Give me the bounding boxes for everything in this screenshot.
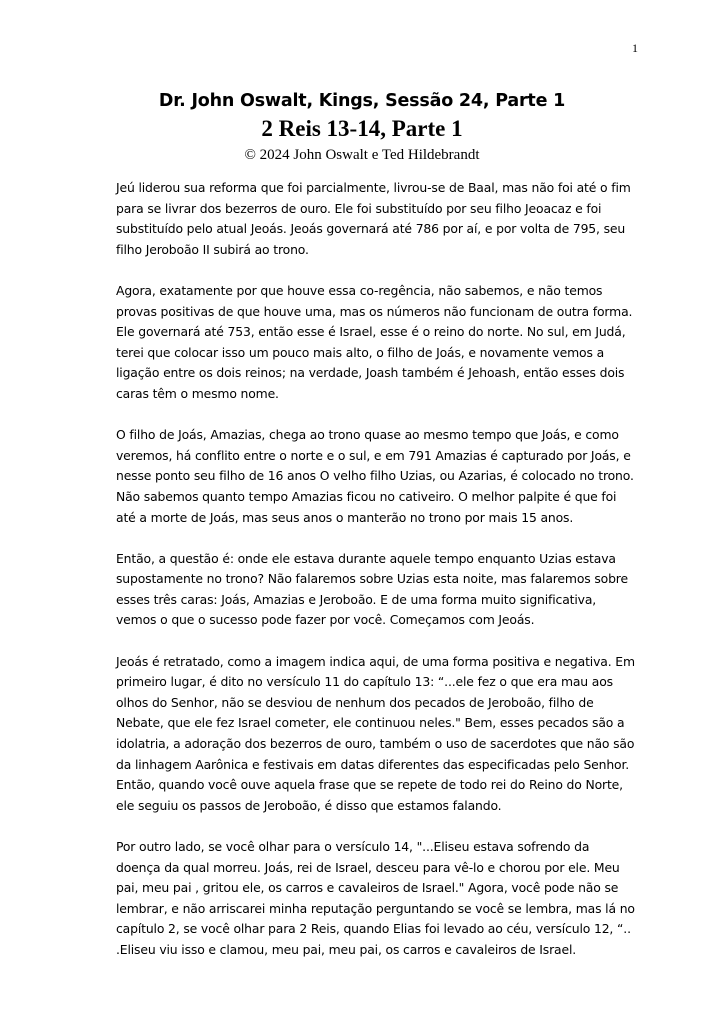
copyright-line: © 2024 John Oswalt e Ted Hildebrandt [244,147,480,163]
document-subtitle: 2 Reis 13-14, Parte 1 [261,116,463,141]
paragraph-1: Jeú liderou sua reforma que foi parcialmente, livrou-se de Baal, mas não foi até o fim para se livrar dos bezerros de ouro. Ele foi substituído por seu filho Jeoacaz e foi substituído pelo atual Jeoás. Jeoás governará até 786 por aí, e por volta de 795, seu filho Jeroboão II subirá ao trono. [116,180,631,257]
paragraph-4: Então, a questão é: onde ele estava durante aquele tempo enquanto Uzias estava supostamente no trono? Não falaremos sobre Uzias esta noite, mas falaremos sobre esses três caras: Joás, Amazias e Jeroboão. E de uma forma muito significativa, vemos o que o sucesso pode fazer por você. Começamos com Jeoás. [116,550,628,628]
page-number: 1 [632,41,638,55]
body-text [116,178,636,981]
paragraph-6: Por outro lado, se você olhar para o versículo 14, "...Eliseu estava sofrendo da doença da qual morreu. Joás, rei de Israel, desceu para vê-lo e chorou por ele. Meu pai, meu pai , gritou ele, os carros e cavaleiros de Israel." Agora, você pode não se lembrar, e não arriscarei minha reputação perguntando se você se lembra, mas lá no capítulo 2, se você olhar para 2 Reis, quando Elias foi levado ao céu, versículo 12, “.. .Eliseu viu isso e clamou, meu pai, meu pai, os carros e cavaleiros de Israel. [116,839,635,957]
paragraph-5: Jeoás é retratado, como a imagem indica aqui, de uma forma positiva e negativa. Em primeiro lugar, é dito no versículo 11 do capítulo 13: “...ele fez o que era mau aos olhos do Senhor, não se desviou de nenhum dos pecados de Jeroboão, filho de Nebate, que ele fez Israel cometer, ele continuou neles." Bem, esses pecados são a idolatria, a adoração dos bezerros de ouro, também o uso de sacerdotes que não são da linhagem Aarônica e festivais em datas diferentes das especificadas pelo Senhor. Então, quando você ouve aquela frase que se repete de todo rei do Reino do Norte, ele seguiu os passos de Jeroboão, é disso que estamos falando. [116,653,635,813]
document-title: Dr. John Oswalt, Kings, Sessão 24, Parte 1 [158,91,566,111]
paragraph-3: O filho de Joás, Amazias, chega ao trono quase ao mesmo tempo que Joás, e como veremos, há conflito entre o norte e o sul, e em 791 Amazias é capturado por Joás, e nesse ponto seu filho de 16 anos O velho filho Uzias, ou Azarias, é colocado no trono. Não sabemos quanto tempo Amazias ficou no cativeiro. O melhor palpite é que foi até a morte de Joás, mas seus anos o manterão no trono por mais 15 anos. [116,427,634,525]
paragraph-2: Agora, exatamente por que houve essa co-regência, não sabemos, e não temos provas positivas de que houve uma, mas os números não funcionam de outra forma. Ele governará até 753, então esse é Israel, esse é o reino do norte. No sul, em Judá, terei que colocar isso um pouco mais alto, o filho de Joás, e novamente vemos a ligação entre os dois reinos; na verdade, Joash também é Jehoash, então esses dois caras têm o mesmo nome. [116,282,633,401]
